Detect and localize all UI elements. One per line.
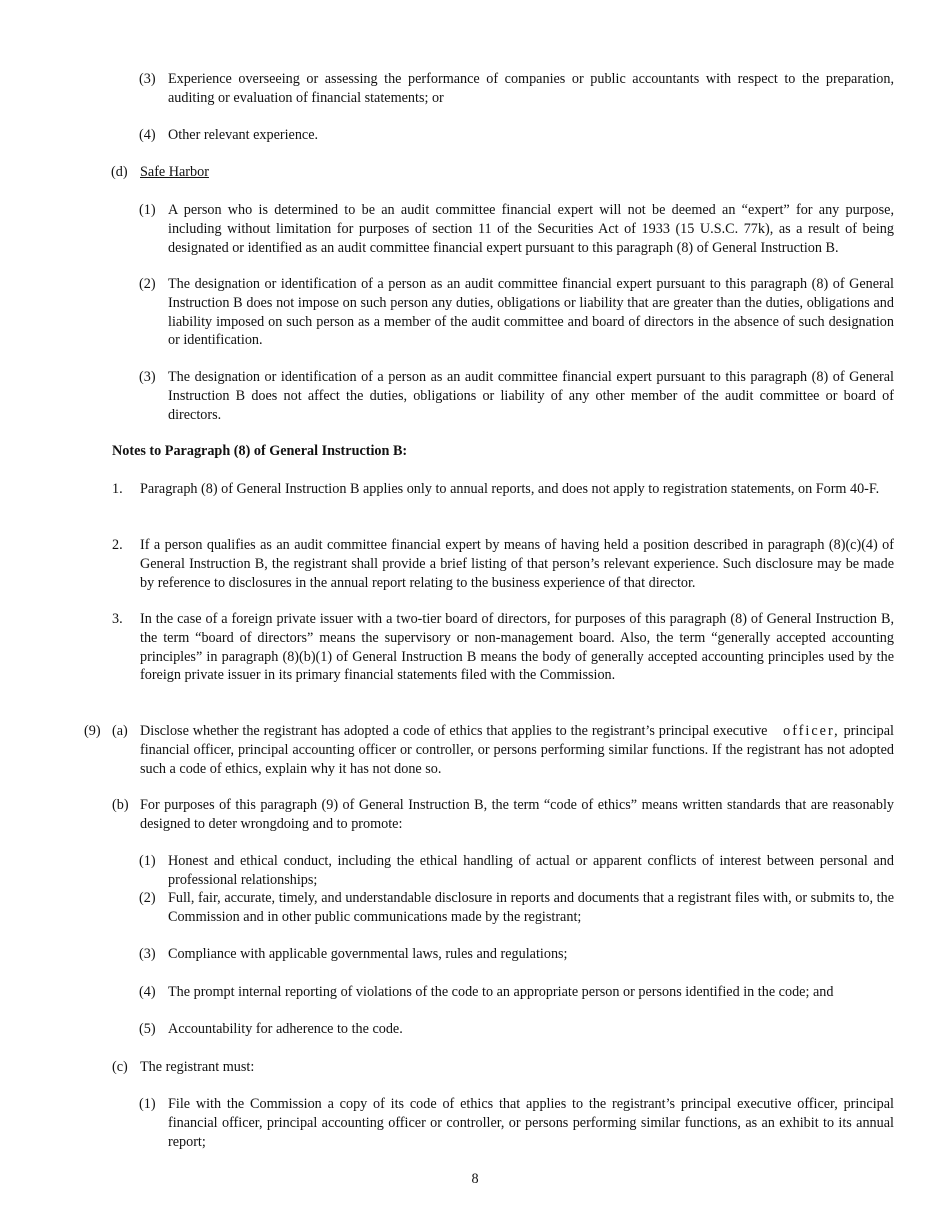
c-item-3-text: Experience overseeing or assessing the performance of companies or public accountants with respect to the preparation, auditing or evaluation of financial statements; or bbox=[168, 71, 894, 106]
para9-c bbox=[112, 1058, 894, 1077]
para9-b-number: (b) bbox=[112, 797, 129, 813]
para9-b-item-1-number: (1) bbox=[139, 853, 156, 869]
para9-b-text: For purposes of this paragraph (9) of General Instruction B, the term “code of ethics” means written standards that are reasonably designed to deter wrongdoing and to promote: bbox=[140, 797, 894, 832]
para9-c-item-1-number: (1) bbox=[139, 1096, 156, 1112]
para9-b-item-3-text: Compliance with applicable governmental laws, rules and regulations; bbox=[168, 946, 568, 962]
c-item-3-number: (3) bbox=[139, 71, 156, 87]
para9-b-item-1 bbox=[139, 852, 894, 890]
para9-a-text-spaced: officer, bbox=[783, 723, 840, 739]
para9-a-text-2: principal financial officer, principal accounting officer or controller, or persons performing similar functions. If the registrant has not adopted such a code of ethics, explain why it has not done so. bbox=[140, 723, 895, 777]
note-item-2-number: 2. bbox=[112, 537, 123, 553]
c-item-4-number: (4) bbox=[139, 127, 156, 143]
note-item-2 bbox=[112, 536, 894, 592]
para9-number: (9) bbox=[84, 723, 101, 739]
safe-harbor-item-3 bbox=[139, 368, 894, 424]
page-number: 8 bbox=[471, 1171, 479, 1187]
para9-c-number: (c) bbox=[112, 1059, 128, 1075]
para9-c-item-1-text: File with the Commission a copy of its code of ethics that applies to the registrant’s principal executive officer, principal financial officer, principal accounting officer or controller, or persons performing similar functions, as an exhibit to its annual report; bbox=[168, 1096, 894, 1150]
safe-harbor-item-2-number: (2) bbox=[139, 276, 156, 292]
safe-harbor-item-1-number: (1) bbox=[139, 202, 156, 218]
safe-harbor-item-2 bbox=[139, 275, 894, 350]
para9-b-item-4 bbox=[139, 983, 894, 1002]
para9-a-text bbox=[140, 722, 894, 778]
para9-b-item-4-number: (4) bbox=[139, 984, 156, 1000]
note-item-3-text: In the case of a foreign private issuer with a two-tier board of directors, for purposes of this paragraph (8) of General Instruction B, the term “board of directors” means the supervisory or non-management board. Also, the term “generally accepted accounting principles” in paragraph (8)(b)(1) of General Instruction B means the body of generally accepted accounting principles used by the foreign private issuer in its primary financial statements filed with the Commission. bbox=[140, 611, 894, 684]
safe-harbor-item-2-text: The designation or identification of a person as an audit committee financial expert pursuant to this paragraph (8) of General Instruction B does not impose on such person any duties, obligations or liability that are greater than the duties, obligations and liability imposed on such person as a member of the audit committee and board of directors in the absence of such designation or identification. bbox=[168, 276, 894, 349]
para9-b-item-2-text: Full, fair, accurate, timely, and understandable disclosure in reports and documents that a registrant files with, or submits to, the Commission and in other public communications made by the registrant; bbox=[168, 890, 894, 925]
para9-b-item-3-number: (3) bbox=[139, 946, 156, 962]
para9-a-text-1: Disclose whether the registrant has adopted a code of ethics that applies to the registrant’s principal executive bbox=[140, 723, 768, 739]
safe-harbor-item-1-text: A person who is determined to be an audit committee financial expert will not be deemed an “expert” for any purpose, including without limitation for purposes of section 11 of the Securities Act of 1933 (15 U.S.C. 77k), as a result of being designated or identified as an audit committee financial expert pursuant to this paragraph (8) of General Instruction B. bbox=[168, 202, 894, 256]
para9-b bbox=[112, 796, 894, 834]
safe-harbor-heading bbox=[111, 163, 740, 182]
para9-b-item-5-number: (5) bbox=[139, 1021, 156, 1037]
c-item-4-text: Other relevant experience. bbox=[168, 127, 319, 143]
para9-b-item-2 bbox=[139, 889, 894, 927]
notes-heading: Notes to Paragraph (8) of General Instruction B: bbox=[112, 443, 408, 459]
note-item-1-number: 1. bbox=[112, 481, 123, 497]
note-item-1 bbox=[112, 480, 894, 499]
para9-b-item-2-number: (2) bbox=[139, 890, 156, 906]
safe-harbor-item-3-text: The designation or identification of a person as an audit committee financial expert pursuant to this paragraph (8) of General Instruction B does not affect the duties, obligations or liability of any other member of the audit committee or board of directors. bbox=[168, 369, 894, 423]
para9-b-item-4-text: The prompt internal reporting of violations of the code to an appropriate person or persons identified in the code; and bbox=[168, 984, 834, 1000]
c-item-4 bbox=[139, 126, 894, 145]
para9-b-item-5 bbox=[139, 1020, 894, 1039]
para9-c-item-1 bbox=[139, 1095, 894, 1151]
para9-a-number: (a) bbox=[112, 723, 128, 739]
para9-c-text: The registrant must: bbox=[140, 1059, 255, 1075]
safe-harbor-item-3-number: (3) bbox=[139, 369, 156, 385]
note-item-3-number: 3. bbox=[112, 611, 123, 627]
safe-harbor-item-1 bbox=[139, 201, 894, 257]
para9-b-item-3 bbox=[139, 945, 894, 964]
para9-b-item-1-text: Honest and ethical conduct, including the ethical handling of actual or apparent conflicts of interest between personal and professional relationships; bbox=[168, 853, 894, 888]
para9-a bbox=[84, 722, 895, 778]
c-item-3 bbox=[139, 70, 894, 108]
para9-b-item-5-text: Accountability for adherence to the code. bbox=[168, 1021, 403, 1037]
note-item-1-text: Paragraph (8) of General Instruction B applies only to annual reports, and does not apply to registration statements, on Form 40-F. bbox=[140, 481, 880, 497]
safe-harbor-number: (d) bbox=[111, 164, 128, 180]
note-item-3 bbox=[112, 610, 894, 685]
note-item-2-text: If a person qualifies as an audit committee financial expert by means of having held a position described in paragraph (8)(c)(4) of General Instruction B, the registrant shall provide a brief listing of that person’s relevant experience. Such disclosure may be made by reference to disclosures in the annual report relating to the business experience of that director. bbox=[140, 537, 894, 591]
safe-harbor-title: Safe Harbor bbox=[140, 164, 209, 180]
